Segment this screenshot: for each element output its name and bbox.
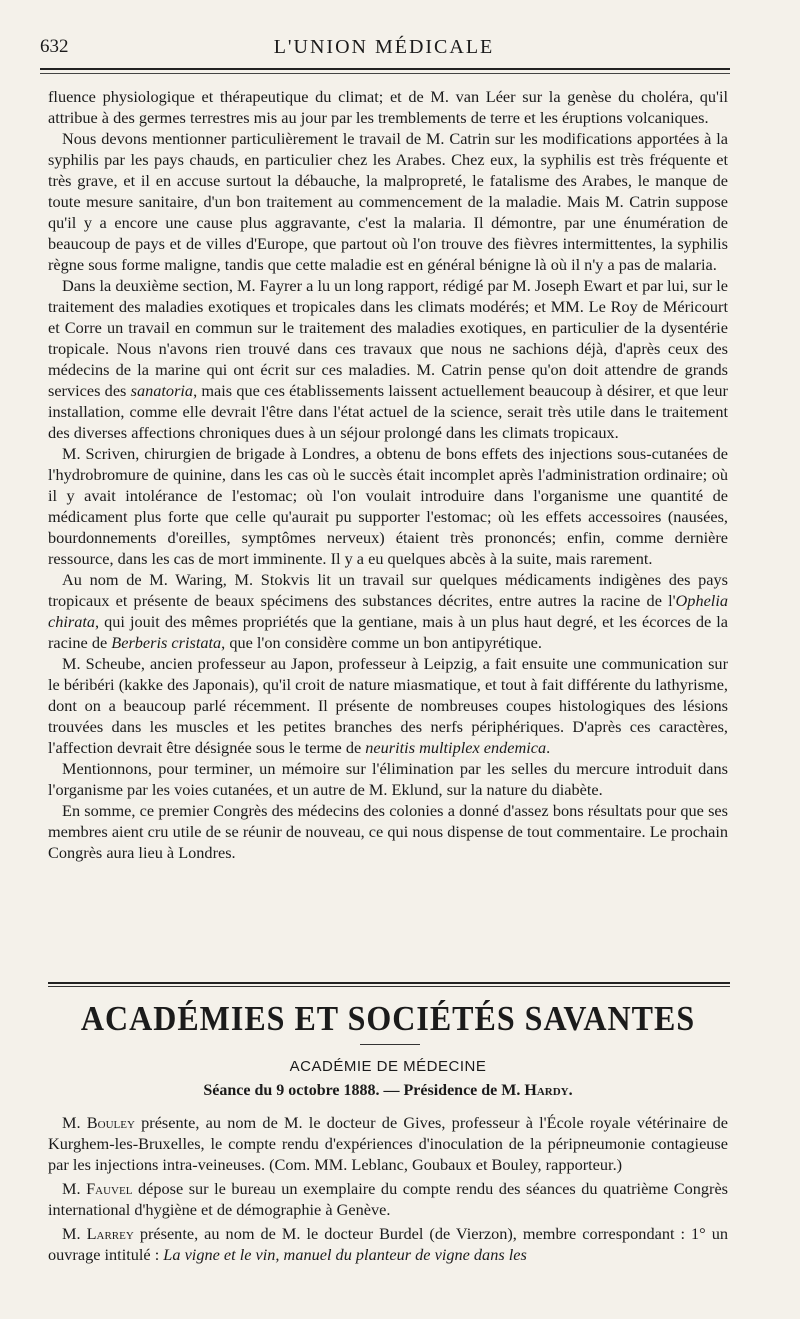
speaker-name: Larrey — [86, 1224, 134, 1243]
seance-text: Séance du 9 octobre 1888. — Présidence de M. — [203, 1082, 525, 1099]
paragraph-text: Au nom de M. Waring, M. Stokvis lit un travail sur quelques médicaments indigènes des pays tropicaux et présente de beaux spécimens des substances décrites, entre autres la racine de l' — [48, 570, 728, 610]
header-rule-thin — [40, 73, 730, 74]
paragraph: Mentionnons, pour terminer, un mémoire sur l'élimination par les selles du mercure introduit dans l'organisme par les voies cutanées, et un autre de M. Eklund, sur la nature du diabète. — [48, 759, 728, 799]
president-name: Hardy — [524, 1082, 569, 1099]
book-title: La vigne et le vin, manuel du planteur de vigne dans les — [163, 1245, 527, 1264]
paragraph: Nous devons mentionner particulièrement le travail de M. Catrin sur les modifications apportées à la syphilis par les pays chauds, en particulier chez les Arabes. Chez eux, la syphilis est très fréquente et très grave, et il en accuse surtout la débauche, la malpropreté, le fatalisme des Arabes, le manque de toute mesure sanitaire, d'un bon traitement au commencement de la maladie. Mais M. Catrin suppose qu'il y a encore une cause plus aggravante, c'est la malaria. Il démontre, par une énumération de beaucoup de pays et de villes d'Europe, que partout où l'on trouve des fièvres intermittentes, la syphilis règne sous forme maligne, tandis que cette maladie est en général bénigne là où il n'y a pas de malaria. — [48, 129, 728, 274]
seance-end: . — [568, 1082, 573, 1099]
article-body — [48, 86, 728, 863]
running-title: L'UNION MÉDICALE — [273, 36, 495, 58]
proceeding-text: dépose sur le bureau un exemplaire du compte rendu des séances du quatrième Congrès international d'hygiène et de démographie à Genève. — [48, 1179, 729, 1219]
section-title: ACADÉMIES ET SOCIÉTÉS SAVANTES — [80, 998, 696, 1038]
italic-term: Ophelia chirata — [48, 591, 728, 631]
section-rule — [48, 982, 730, 984]
header-rule — [40, 68, 730, 70]
paragraph: M. Scriven, chirurgien de brigade à Londres, a obtenu de bons effets des injections sous-cutanées de l'hydrobromure de quinine, dans les cas où le succès était incomplet après l'administration ordinaire; où il y avait intolérance de l'estomac; où l'on voulait introduire dans l'organisme une quantité de médicament plus forte que celle qu'aurait pu supporter l'estomac; où les effets accessoires (nausées, bourdonnements d'oreilles, symptômes nerveux) étaient très prononcés; enfin, comme dernière ressource, dans les cas de mort imminente. Il y a eu quelques abcès à la suite, mais rarement. — [48, 444, 728, 568]
paragraph: fluence physiologique et thérapeutique du climat; et de M. van Léer sur la genèse du choléra, qu'il attribue à des germes terrestres mis au jour par les tremblements de terre et les éruptions volcaniques. — [48, 87, 728, 127]
paragraph — [48, 275, 728, 443]
speaker-prefix: M. — [62, 1113, 87, 1132]
paragraph-text: , que l'on considère comme un bon antipyrétique. — [221, 633, 542, 652]
paragraph-text: , mais que ces établissements laissent actuellement beaucoup à désirer, et que leur installation, comme elle devrait l'être dans l'état actuel de la science, serait très utile dans le traitement des diverses affections chroniques dues à un séjour prolongé dans les climats tropicaux. — [48, 381, 728, 442]
seance-line — [48, 1082, 728, 1100]
proceeding-item — [48, 1112, 728, 1175]
italic-term: neuritis multiplex endemica — [365, 738, 547, 757]
proceeding-item — [48, 1178, 728, 1220]
proceeding-item — [48, 1223, 728, 1265]
title-underline — [360, 1044, 420, 1045]
academy-proceedings — [48, 1112, 728, 1268]
paragraph — [48, 653, 728, 758]
section-rule-thin — [48, 986, 730, 987]
speaker-prefix: M. — [62, 1179, 87, 1198]
page-number: 632 — [40, 36, 69, 57]
paragraph-text: Dans la deuxième section, M. Fayrer a lu un long rapport, rédigé par M. Joseph Ewart et par lui, sur le traitement des maladies exotiques et tropicales dans les climats modérés; et MM. Le Roy de Méricourt et Corre un travail en commun sur le traitement des maladies exotiques, en particulier de la dysentérie tropicale. Nous n'avons rien trouvé dans ces travaux que nous ne sachions déjà, d'après ceux des médecins de la marine qui ont écrit sur ces maladies. M. Catrin pense qu'on doit attendre de grands services des — [48, 276, 728, 400]
paragraph — [48, 569, 728, 653]
paragraph-text: . — [546, 738, 551, 757]
proceeding-text: présente, au nom de M. le docteur de Gives, professeur à l'École royale vétérinaire de Kurghem-les-Bruxelles, le compte rendu d'expériences d'inoculation de la péripneumonie contagieuse par les injections intra-veineuses. (Com. MM. Leblanc, Goubaux et Bouley, rapporteur.) — [48, 1113, 728, 1174]
speaker-prefix: M. — [62, 1224, 87, 1243]
italic-term: Berberis cristata — [111, 633, 222, 652]
speaker-name: Bouley — [86, 1113, 135, 1132]
italic-term: sanatoria — [130, 381, 194, 400]
proceeding-text: présente, au nom de M. le docteur Burdel (de Vierzon), membre correspondant : 1° un ouvrage intitulé : — [48, 1224, 728, 1264]
page-header — [40, 36, 728, 66]
paragraph-text: M. Scheube, ancien professeur au Japon, professeur à Leipzig, a fait ensuite une communication sur le béribéri (kakke des Japonais), qu'il croit de nature miasmatique, et tout à fait différente du lathyrisme, dont on a beaucoup parlé récemment. Il présente de nombreuses coupes histologiques des lésions trouvées dans les muscles et les petites branches des nerfs périphériques. D'après ces caractères, l'affection devrait être désignée sous le terme de — [48, 654, 728, 757]
paragraph-text: , qui jouit des mêmes propriétés que la gentiane, mais à un plus haut degré, et les écorces de la racine de — [48, 612, 728, 652]
subsection-title: ACADÉMIE DE MÉDECINE — [289, 1058, 487, 1075]
paragraph: En somme, ce premier Congrès des médecins des colonies a donné d'assez bons résultats pour que ses membres aient cru utile de se réunir de nouveau, ce qui nous dispense de tout commentaire. Le prochain Congrès aura lieu à Londres. — [48, 801, 728, 862]
speaker-name: Fauvel — [86, 1179, 133, 1198]
